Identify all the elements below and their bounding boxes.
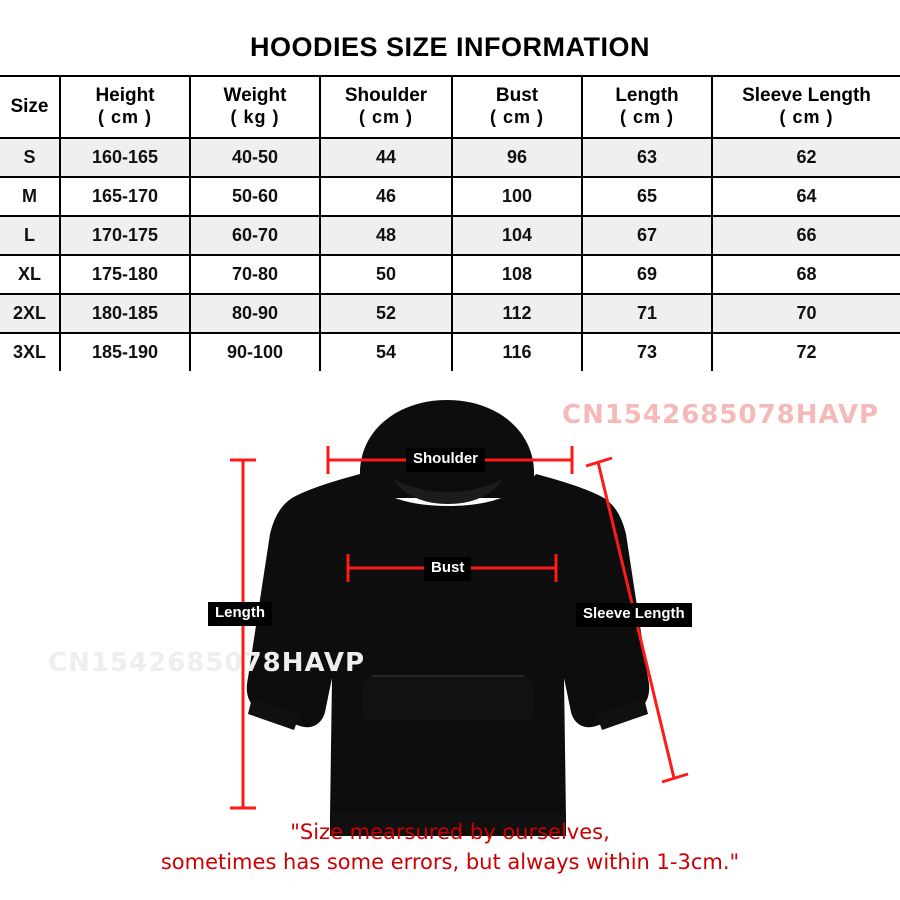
column-header-shoulder-unit: ( cm ) [358,107,413,128]
cell-weight: 40-50 [190,138,320,177]
page-title: HOODIES SIZE INFORMATION [0,22,900,76]
column-header-size-label: Size [10,95,49,117]
cell-weight: 80-90 [190,294,320,333]
column-header-weight-label: Weight [223,85,287,106]
cell-bust: 112 [452,294,582,333]
label-sleeve-length: Sleeve Length [576,603,692,627]
column-header-sleeve-length-unit: ( cm ) [779,107,834,128]
cell-size: 3XL [0,333,60,371]
table-header-row [0,76,900,138]
watermark-top: CN1542685078HAVP [562,400,880,430]
column-header-height [60,76,190,138]
measurement-note-line-2: sometimes has some errors, but always within 1-3cm." [160,849,740,874]
label-bust: Bust [424,557,471,581]
column-header-length-unit: ( cm ) [619,107,674,128]
cell-height: 160-165 [60,138,190,177]
column-header-weight [190,76,320,138]
column-header-weight-unit: ( kg ) [230,107,280,128]
cell-shoulder: 44 [320,138,452,177]
cell-sleeve: 62 [712,138,900,177]
cell-length: 71 [582,294,712,333]
cell-sleeve: 64 [712,177,900,216]
cell-height: 185-190 [60,333,190,371]
cell-bust: 116 [452,333,582,371]
label-length: Length [208,602,272,626]
cell-length: 73 [582,333,712,371]
cell-size: M [0,177,60,216]
column-header-shoulder [320,76,452,138]
column-header-size [0,76,60,138]
cell-size: L [0,216,60,255]
cell-sleeve: 72 [712,333,900,371]
table-title-row [0,22,900,76]
table-row [0,333,900,371]
column-header-bust [452,76,582,138]
cell-bust: 100 [452,177,582,216]
column-header-length [582,76,712,138]
column-header-sleeve-length [712,76,900,138]
table-row [0,138,900,177]
cell-weight: 60-70 [190,216,320,255]
cell-shoulder: 52 [320,294,452,333]
cell-sleeve: 70 [712,294,900,333]
measurement-note-line-1: "Size mearsured by ourselves, [290,820,610,844]
cell-bust: 108 [452,255,582,294]
measurement-diagram [0,378,900,900]
cell-shoulder: 54 [320,333,452,371]
cell-shoulder: 46 [320,177,452,216]
cell-bust: 104 [452,216,582,255]
cell-length: 69 [582,255,712,294]
cell-shoulder: 48 [320,216,452,255]
cell-weight: 70-80 [190,255,320,294]
cell-height: 170-175 [60,216,190,255]
column-header-height-label: Height [95,85,155,106]
cell-length: 63 [582,138,712,177]
cell-length: 67 [582,216,712,255]
size-table [0,22,900,371]
cell-shoulder: 50 [320,255,452,294]
label-shoulder: Shoulder [406,448,485,472]
column-header-shoulder-label: Shoulder [344,85,428,106]
cell-size: 2XL [0,294,60,333]
cell-weight: 50-60 [190,177,320,216]
cell-length: 65 [582,177,712,216]
cell-height: 175-180 [60,255,190,294]
cell-sleeve: 68 [712,255,900,294]
cell-bust: 96 [452,138,582,177]
column-header-bust-label: Bust [495,85,539,106]
column-header-height-unit: ( cm ) [97,107,152,128]
column-header-bust-unit: ( cm ) [489,107,544,128]
table-row [0,216,900,255]
cell-height: 180-185 [60,294,190,333]
size-table-container [0,22,900,371]
column-header-length-label: Length [615,85,679,106]
cell-sleeve: 66 [712,216,900,255]
cell-size: S [0,138,60,177]
cell-weight: 90-100 [190,333,320,371]
measurement-note [0,818,900,878]
table-row [0,294,900,333]
watermark-middle: CN1542685078HAVP [48,648,366,678]
column-header-sleeve-length-label: Sleeve Length [742,85,871,106]
table-row [0,255,900,294]
table-row [0,177,900,216]
cell-size: XL [0,255,60,294]
cell-height: 165-170 [60,177,190,216]
